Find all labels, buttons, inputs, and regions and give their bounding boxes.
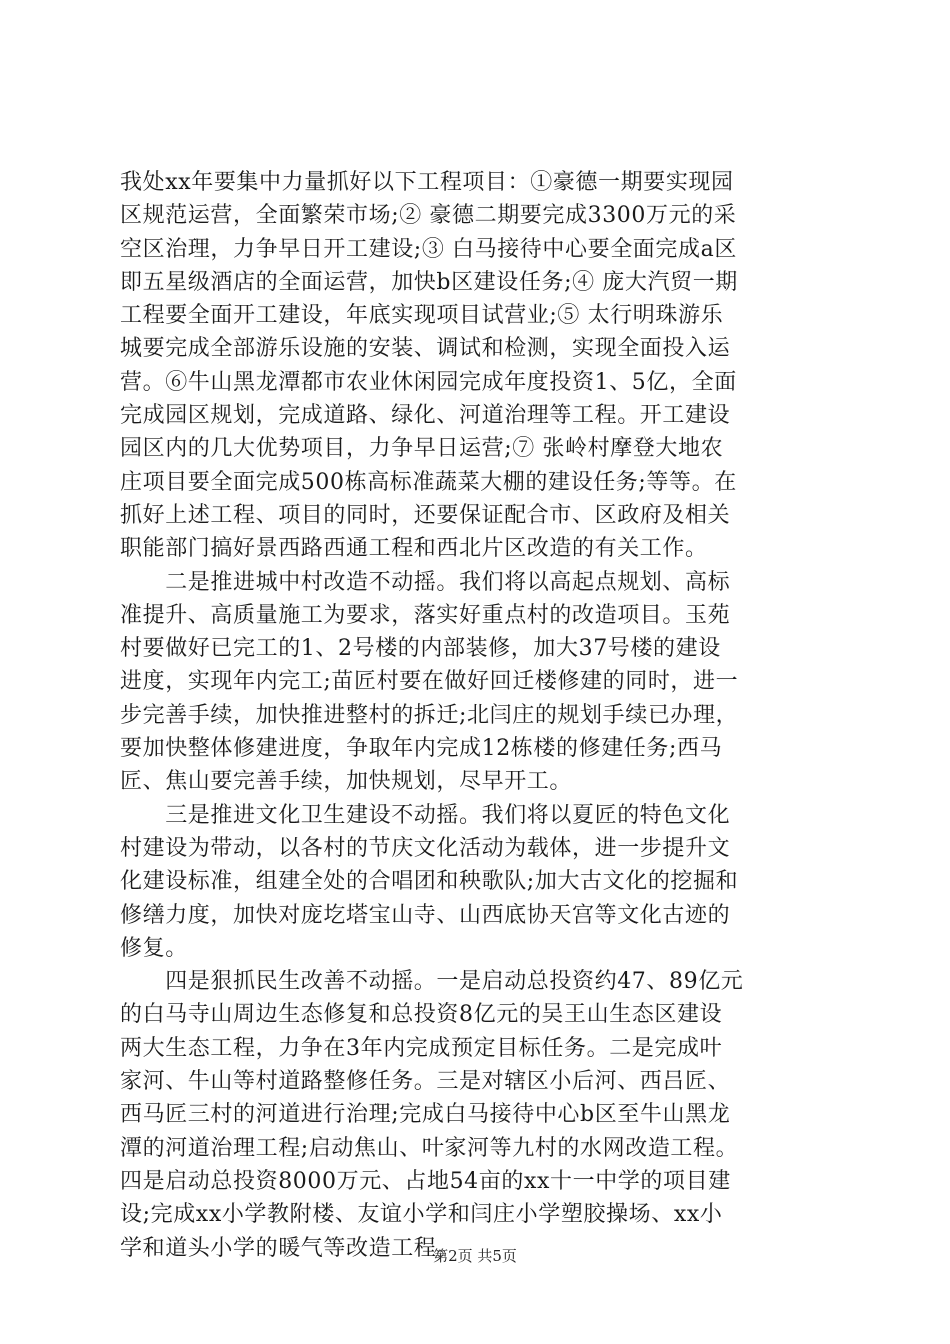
paragraph-intro <box>120 166 840 566</box>
text-line: 村要做好已完工的1、2号楼的内部装修，加大37号楼的建设 <box>120 636 721 662</box>
document-body <box>120 166 840 1265</box>
text-line: 营。⑥牛山黑龙潭都市农业休闲园完成年度投资1、5亿，全面 <box>120 369 737 395</box>
text-line: 区规范运营，全面繁荣市场;② 豪德二期要完成3300万元的采 <box>120 203 737 229</box>
text-line: 园区内的几大优势项目，力争早日运营;⑦ 张岭村摩登大地农 <box>120 436 724 462</box>
text-line: 修缮力度，加快对庞圪塔宝山寺、山西底协天宫等文化古迹的 <box>120 902 731 928</box>
paragraph-livelihood <box>120 965 840 1265</box>
text-line: 进度，实现年内完工;苗匠村要在做好回迁楼修建的同时，进一 <box>120 669 739 695</box>
text-line: 家河、牛山等村道路整修任务。三是对辖区小后河、西吕匠、 <box>120 1069 731 1095</box>
text-line: 三是推进文化卫生建设不动摇。我们将以夏匠的特色文化 <box>120 802 731 828</box>
text-line: 空区治理，力争早日开工建设;③ 白马接待中心要全面完成a区 <box>120 236 737 262</box>
text-line: 工程要全面开工建设，年底实现项目试营业;⑤ 太行明珠游乐 <box>120 303 724 329</box>
text-line: 设;完成xx小学教附楼、友谊小学和闫庄小学塑胶操场、xx小 <box>120 1202 723 1228</box>
text-line: 村建设为带动，以各村的节庆文化活动为载体，进一步提升文 <box>120 835 731 861</box>
text-line: 要加快整体修建进度，争取年内完成12栋楼的修建任务;西马 <box>120 736 723 762</box>
text-line: 准提升、高质量施工为要求，落实好重点村的改造项目。玉苑 <box>120 602 731 628</box>
text-line: 四是狠抓民生改善不动摇。一是启动总投资约47、89亿元 <box>120 969 744 995</box>
paragraph-urban-village <box>120 566 840 799</box>
text-line: 西马匠三村的河道进行治理;完成白马接待中心b区至牛山黑龙 <box>120 1102 731 1128</box>
text-line: 学和道头小学的暖气等改造工程。 <box>120 1235 460 1261</box>
text-line: 步完善手续，加快推进整村的拆迁;北闫庄的规划手续已办理， <box>120 702 739 728</box>
text-line: 四是启动总投资8000万元、占地54亩的xx十一中学的项目建 <box>120 1168 731 1194</box>
page-number-footer: 第2页 共5页 <box>433 1247 517 1265</box>
text-line: 城要完成全部游乐设施的安装、调试和检测，实现全面投入运 <box>120 336 731 362</box>
text-line: 匠、焦山要完善手续，加快规划，尽早开工。 <box>120 769 573 795</box>
text-line: 职能部门搞好景西路西通工程和西北片区改造的有关工作。 <box>120 536 708 562</box>
text-line: 的白马寺山周边生态修复和总投资8亿元的吴王山生态区建设 <box>120 1002 723 1028</box>
text-line: 二是推进城中村改造不动摇。我们将以高起点规划、高标 <box>120 569 731 595</box>
text-line: 即五星级酒店的全面运营，加快b区建设任务;④ 庞大汽贸一期 <box>120 269 738 295</box>
text-line: 庄项目要全面完成500栋高标准蔬菜大棚的建设任务;等等。在 <box>120 469 737 495</box>
text-line: 我处xx年要集中力量抓好以下工程项目：①豪德一期要实现园 <box>120 170 734 195</box>
text-line: 完成园区规划，完成道路、绿化、河道治理等工程。开工建设 <box>120 403 731 429</box>
text-line: 抓好上述工程、项目的同时，还要保证配合市、区政府及相关 <box>120 502 731 528</box>
paragraph-culture <box>120 799 840 965</box>
text-line: 修复。 <box>120 935 188 961</box>
text-line: 两大生态工程，力争在3年内完成预定目标任务。二是完成叶 <box>120 1035 723 1061</box>
text-line: 潭的河道治理工程;启动焦山、叶家河等九村的水网改造工程。 <box>120 1135 739 1161</box>
text-line: 化建设标准，组建全处的合唱团和秧歌队;加大古文化的挖掘和 <box>120 869 739 895</box>
